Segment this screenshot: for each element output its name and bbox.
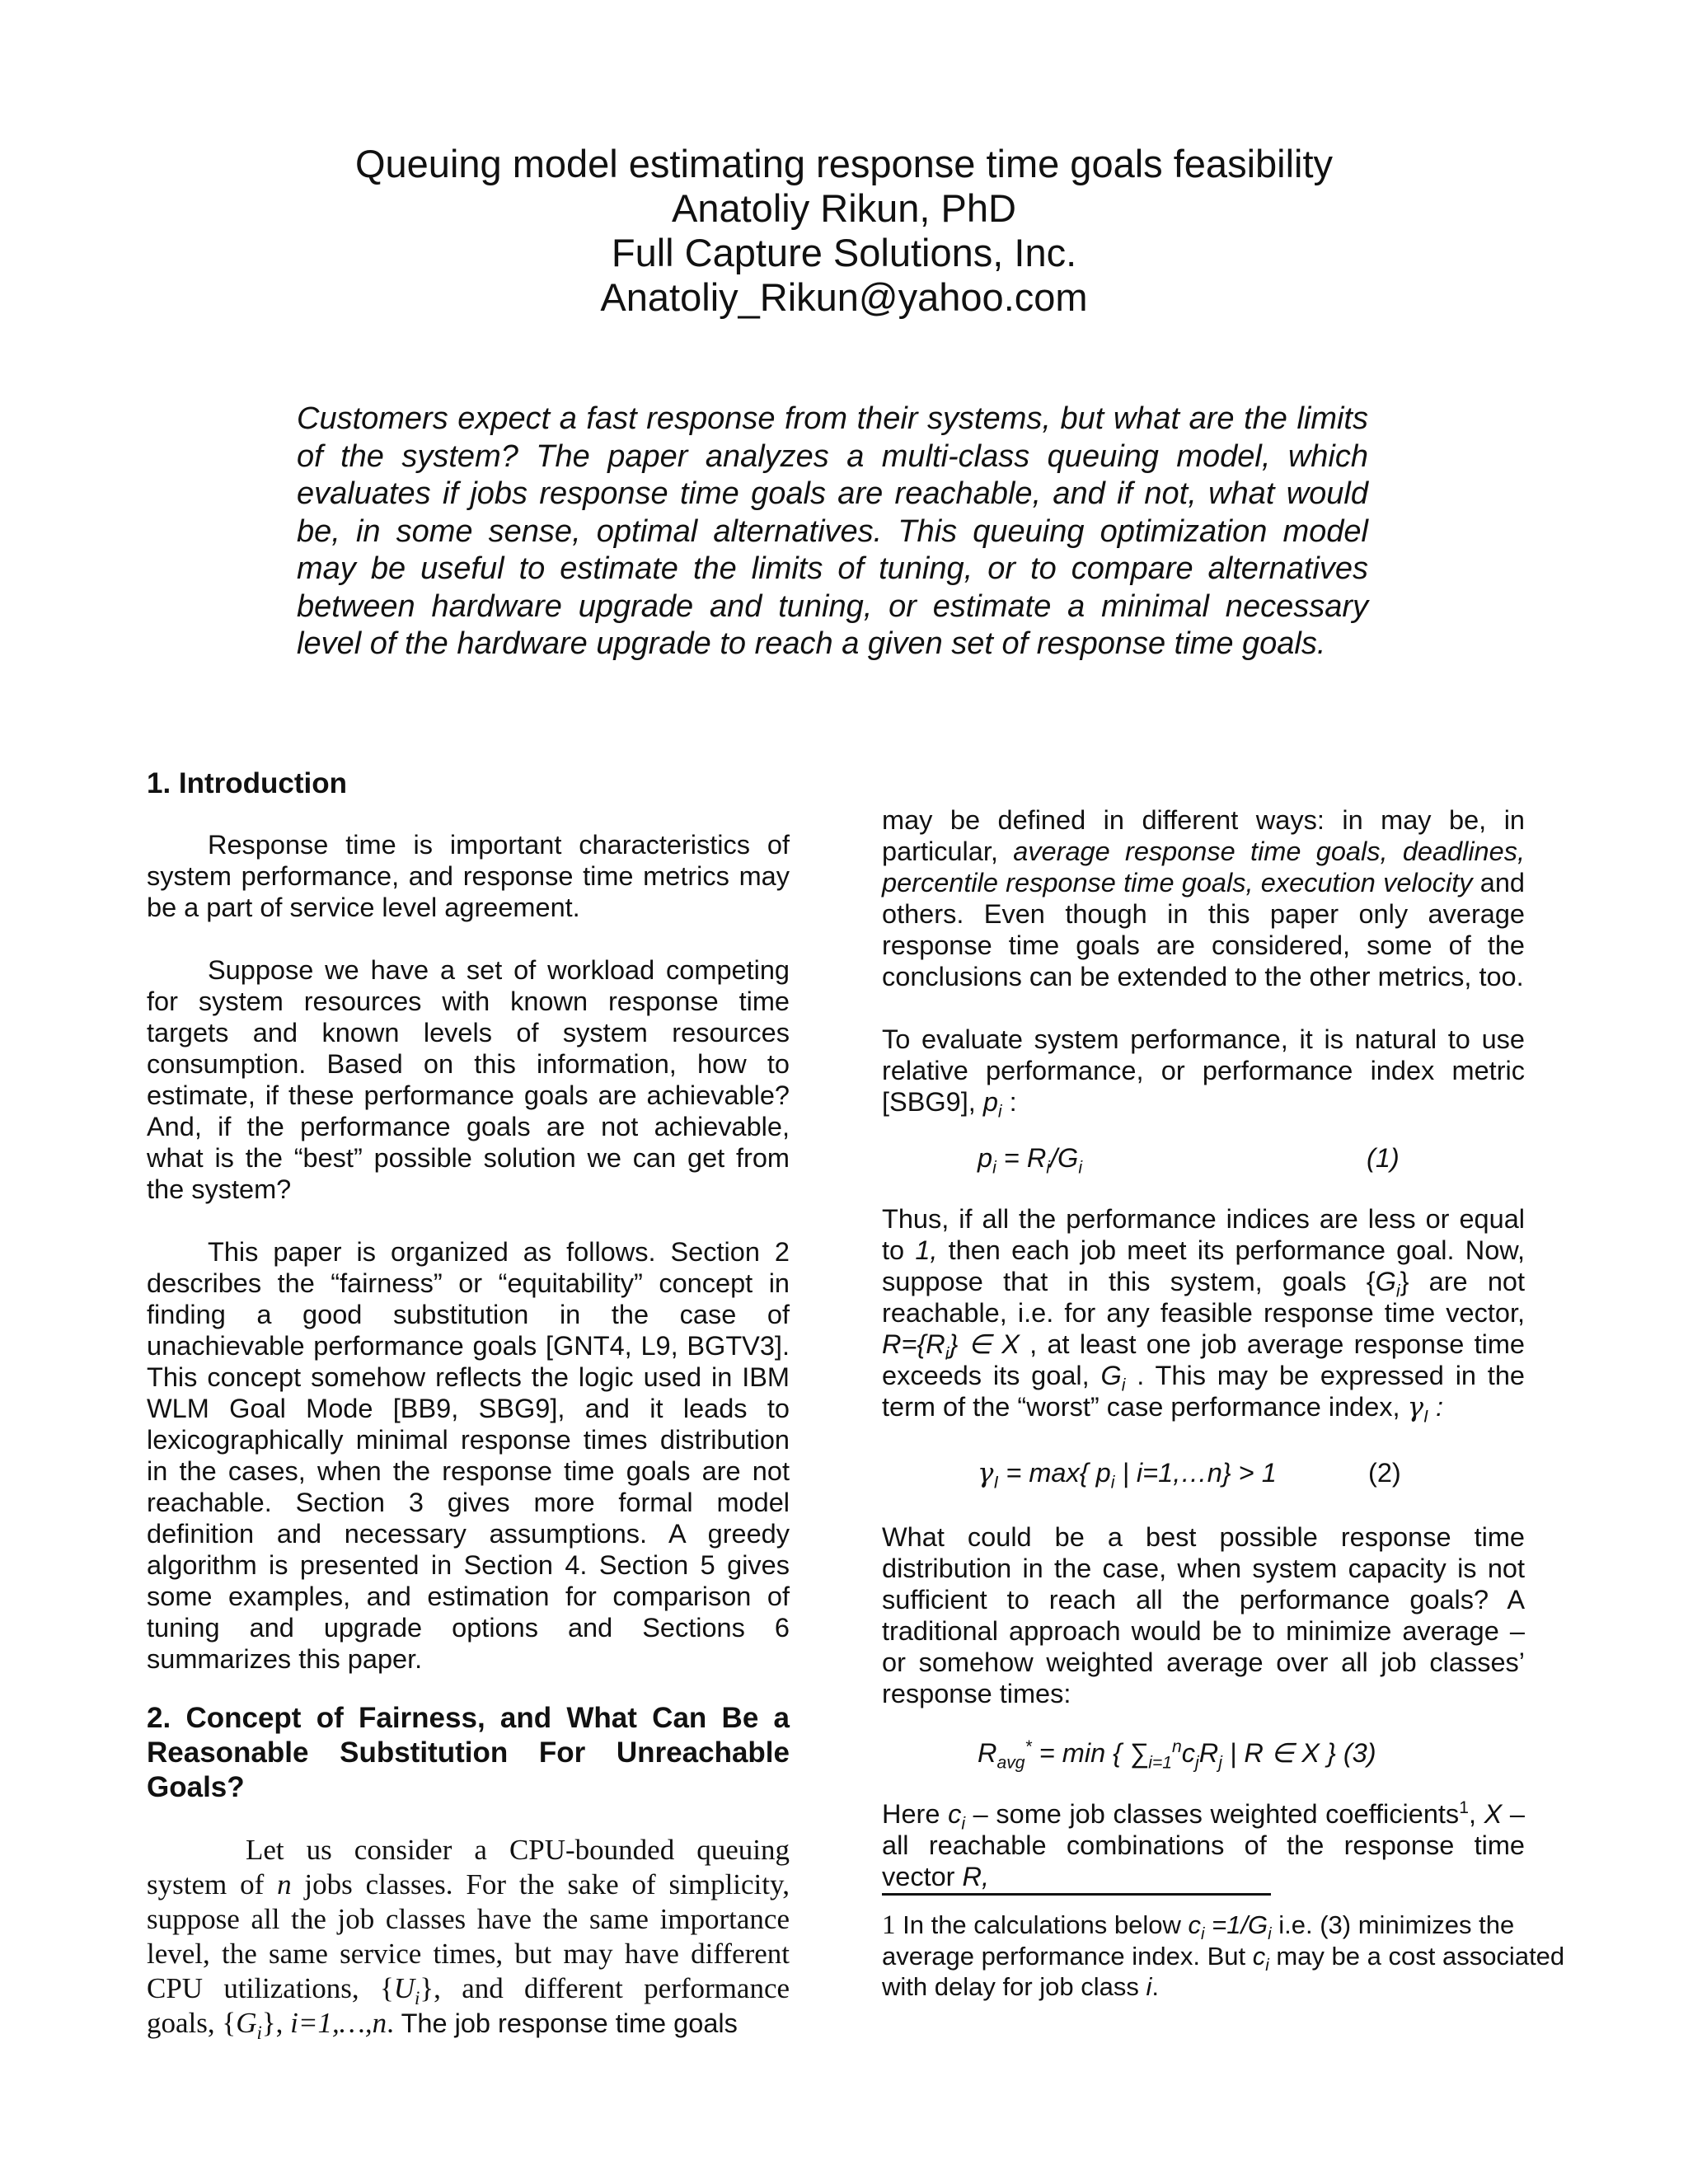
right-paragraph-5: Here $c_i$ – some job classes weighted coefficients$^1$, X – all reachable combinations of the response time vector R, xyxy=(882,1798,1526,1891)
footnote-reference[interactable]: 1 xyxy=(1459,1798,1469,1818)
right-paragraph-4: What could be a best possible response time distribution in the case, when system capacity is not sufficient to reach all the performance goals? A traditional approach would be to minimize average – or somehow weighted average over all job classes’ response times: xyxy=(882,1522,1525,1708)
right-column xyxy=(882,804,1525,1892)
intro-paragraph-1: Response time is important characteristics of system performance, and response time metrics may be a part of service level agreement. xyxy=(147,830,790,922)
footnote-rule xyxy=(882,1893,1271,1896)
right-paragraph-1: may be defined in different ways: in may be, in particular, average response time goals, deadlines, percentile response time goals, execution velocity and others. Even though in this paper only average response time goals are considered, some of the conclusions can be extended to the other metrics, too. xyxy=(882,805,1525,991)
equation-1-number: (1) xyxy=(1367,1143,1400,1173)
equation-2-body: $\gamma_I = \max${ $p_i$ | i=1,…n} > 1 xyxy=(978,1457,1277,1493)
equation-2-number: (2) xyxy=(1368,1458,1401,1488)
author-affiliation: Full Capture Solutions, Inc. xyxy=(611,231,1077,274)
intro-paragraph-2: Suppose we have a set of workload competing for system resources with known response time targets and known levels of system resources consumption. Based on this information, how to estimate, if these performance goals are achievable? And, if the performance goals are not achievable, what is the “best” possible solution we can get from the system? xyxy=(147,955,790,1204)
equation-3 xyxy=(882,1737,1525,1773)
equation-3-number: (3) xyxy=(1335,1738,1376,1768)
abstract: Customers expect a fast response from their systems, but what are the limits of the system? The paper analyzes a multi-class queuing model, which evaluates if jobs response time goals are reachable, and if not, what would be, in some sense, optimal alternatives. This queuing optimization model may be useful to estimate the limits of tuning, or to compare alternatives between hardware upgrade and tuning, or estimate a minimal necessary level of the hardware upgrade to reach a given set of response time goals. xyxy=(297,401,1368,661)
footnote-mark: 1 xyxy=(882,1910,896,1940)
equation-1-body: $p_i = R_i/G_i$ xyxy=(978,1143,1083,1178)
left-column xyxy=(147,766,790,2041)
paper-title: Queuing model estimating response time goals feasibility xyxy=(354,142,1334,185)
paper-header xyxy=(0,142,1688,320)
right-paragraph-3: Thus, if all the performance indices are less or equal to 1, then each job meet its performance goal. Now, suppose that in this system, goals $\{G_i\}$ are not reachable, i.e. for any feasible response time vector, $R=\{R_i\}$ ∈ X , at least one job average response time exceeds its goal, $G_i$ . This may be expressed in the term of the “worst” case performance index, $\gamma_I$ : xyxy=(882,1204,1526,1427)
equation-2 xyxy=(882,1457,1525,1493)
footnote: 1 In the calculations below $c_i =1/G_i$ i.e. (3) minimizes the average performance index. But $c_i$ may be a cost associated with delay for job class i. xyxy=(882,1910,1565,2001)
equation-1 xyxy=(882,1142,1525,1178)
section-2-paragraph-1: Let us consider a CPU-bounded queuing system of n jobs classes. For the sake of simplicity, suppose all the job classes have the same importance level, the same service times, but may have different CPU utilizations, $\{U_i\}$, and different performance goals, $\{G_i\}$, i=1,…,n. The job response time goals xyxy=(147,1834,790,2043)
section-2-heading: 2. Concept of Fairness, and What Can Be a Reasonable Substitution For Unreachable Goals? xyxy=(147,1702,790,1803)
author-name: Anatoliy Rikun, PhD xyxy=(672,186,1016,230)
intro-paragraph-3: This paper is organized as follows. Section 2 describes the “fairness” or “equitability” concept in finding a good substitution in the case of unachievable performance goals [GNT4, L9, BGTV3]. This concept somehow reflects the logic used in IBM WLM Goal Mode [BB9, SBG9], and it leads to lexicographically minimal response times distribution in the cases, when the response time goals are not reachable. Section 3 gives more formal model definition and necessary assumptions. A greedy algorithm is presented in Section 4. Section 5 gives some examples, and estimation for comparison of tuning and upgrade options and Sections 6 summarizes this paper. xyxy=(147,1237,790,1674)
section-1-heading: 1. Introduction xyxy=(147,767,348,799)
right-paragraph-2: To evaluate system performance, it is natural to use relative performance, or performance index metric [SBG9], $p_i$ : xyxy=(882,1024,1525,1122)
author-email: Anatoliy_Rikun@yahoo.com xyxy=(600,275,1088,319)
equation-3-body: $R_{avg}^* = \min$ { $\sum_{i=1}^nc_jR_j$ | R ∈ X } (3) xyxy=(978,1737,1376,1773)
